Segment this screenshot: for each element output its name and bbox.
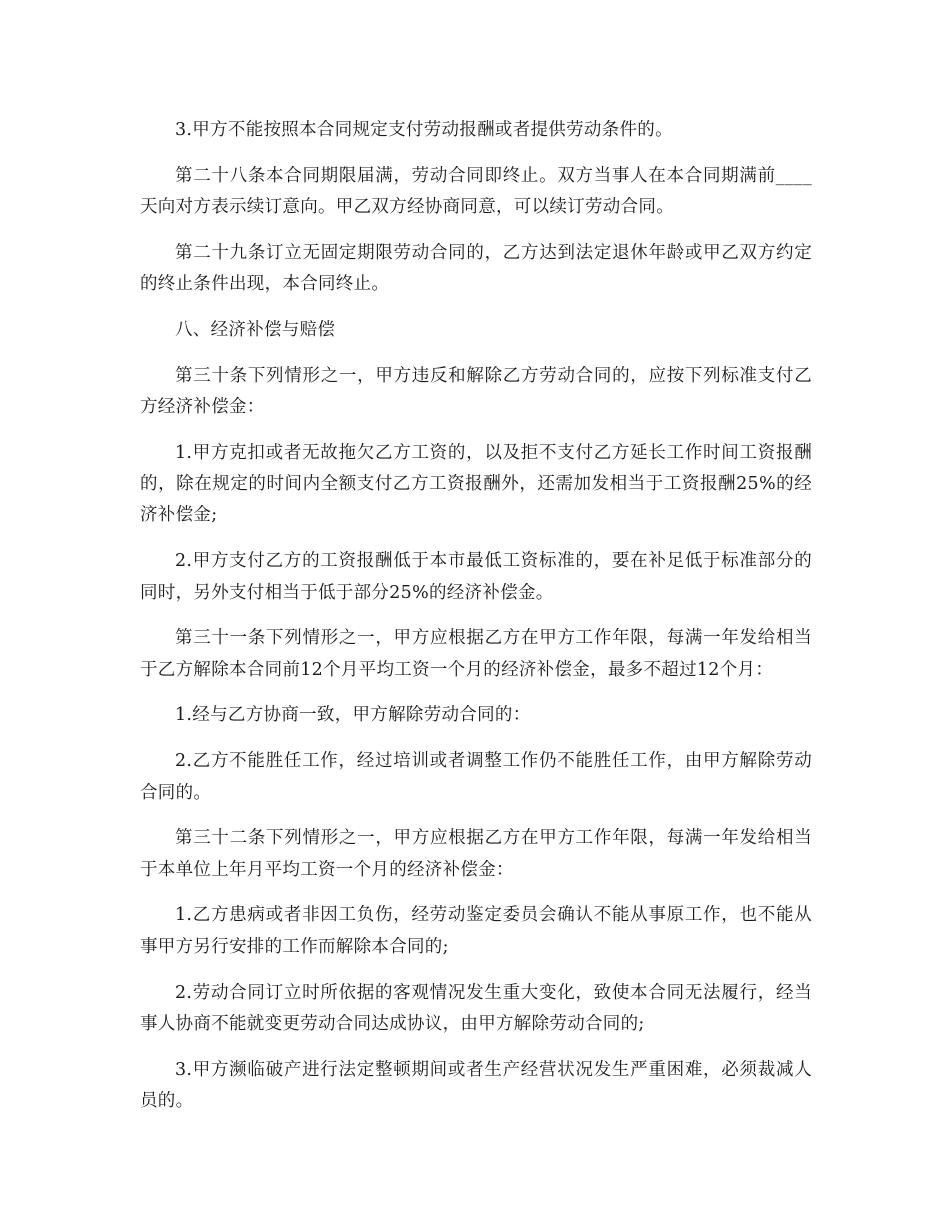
paragraph-article-32-item-3: 3.甲方濒临破产进行法定整顿期间或者生产经营状况发生严重困难，必须裁减人员的。 [140,1059,812,1111]
paragraph-item-3-unpaid-remuneration: 3.甲方不能按照本合同规定支付劳动报酬或者提供劳动条件的。 [175,120,673,140]
paragraph-article-31-item-2: 2.乙方不能胜任工作，经过培训或者调整工作仍不能胜任工作，由甲方解除劳动合同的。 [140,751,812,803]
paragraph-article-29: 第二十九条订立无固定期限劳动合同的，乙方达到法定退休年龄或甲乙双方约定的终止条件出现，本合同终止。 [140,242,812,295]
section-heading-compensation: 八、经济补偿与赔偿 [175,319,336,340]
paragraph-article-30: 第三十条下列情形之一，甲方违反和解除乙方劳动合同的，应按下列标准支付乙方经济补偿金： [140,365,812,418]
paragraph-article-31: 第三十一条下列情形之一，甲方应根据乙方在甲方工作年限，每满一年发给相当于乙方解除本合同前12个月平均工资一个月的经济补偿金，最多不超过12个月： [140,628,812,680]
paragraph-article-32: 第三十二条下列情形之一，甲方应根据乙方在甲方工作年限，每满一年发给相当于本单位上年月平均工资一个月的经济补偿金： [140,828,812,880]
paragraph-article-28: 第二十八条本合同期限届满，劳动合同即终止。双方当事人在本合同期满前____天向对方表示续订意向。甲乙双方经协商同意，可以续订劳动合同。 [140,165,812,218]
paragraph-article-30-item-1: 1.甲方克扣或者无故拖欠乙方工资的，以及拒不支付乙方延长工作时间工资报酬的，除在规定的时间内全额支付乙方工资报酬外，还需加发相当于工资报酬25%的经济补偿金; [140,442,812,526]
paragraph-article-31-item-1: 1.经与乙方协商一致，甲方解除劳动合同的： [175,705,531,726]
paragraph-article-32-item-1: 1.乙方患病或者非因工负伤，经劳动鉴定委员会确认不能从事原工作，也不能从事甲方另行安排的工作而解除本合同的; [140,905,812,957]
document-body [140,115,812,1132]
paragraph-article-32-item-2: 2.劳动合同订立时所依据的客观情况发生重大变化，致使本合同无法履行，经当事人协商不能就变更劳动合同达成协议，由甲方解除劳动合同的; [140,982,812,1034]
paragraph-article-30-item-2: 2.甲方支付乙方的工资报酬低于本市最低工资标准的，要在补足低于标准部分的同时，另外支付相当于低于部分25%的经济补偿金。 [140,551,812,603]
